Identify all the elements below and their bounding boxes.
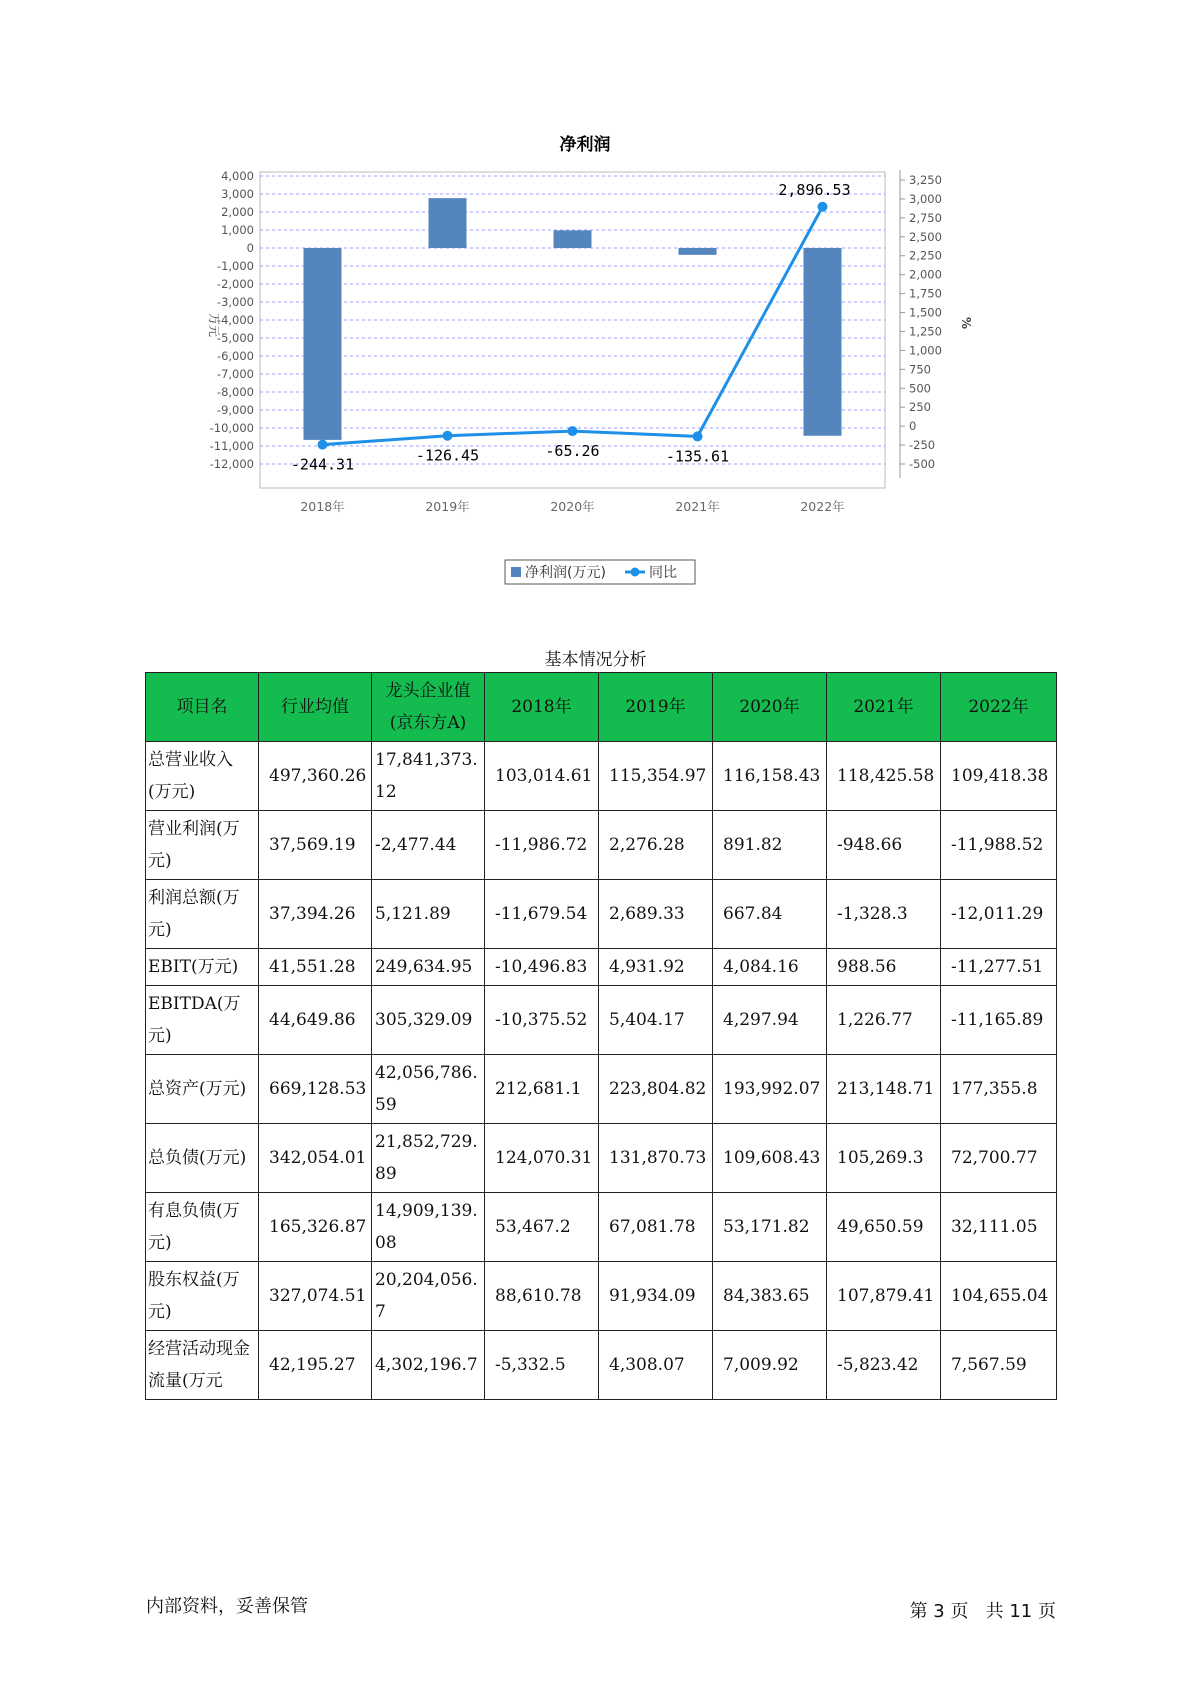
table-row [146, 1331, 1057, 1400]
value-cell: 21,852,729.89 [372, 1124, 485, 1193]
value-cell: 4,297.94 [713, 986, 827, 1055]
right-tick-label: 2,000 [909, 267, 942, 282]
value-cell: 17,841,373.12 [372, 742, 485, 811]
value-cell: -10,375.52 [485, 986, 599, 1055]
right-tick-label: -500 [909, 457, 936, 471]
x-tick-label: 2019年 [425, 499, 470, 514]
value-cell: -12,011.29 [941, 880, 1057, 949]
value-cell: -5,823.42 [827, 1331, 941, 1400]
table-row [146, 1193, 1057, 1262]
value-cell: 891.82 [713, 811, 827, 880]
value-cell: -11,986.72 [485, 811, 599, 880]
data-label: -135.61 [665, 447, 730, 466]
value-cell: 37,569.19 [259, 811, 372, 880]
right-tick-label: 1,750 [909, 286, 942, 301]
value-cell: 116,158.43 [713, 742, 827, 811]
value-cell: 4,302,196.7 [372, 1331, 485, 1400]
bar-net-profit [554, 230, 592, 248]
value-cell: 109,608.43 [713, 1124, 827, 1193]
value-cell: 249,634.95 [372, 949, 485, 986]
value-cell: 177,355.8 [941, 1055, 1057, 1124]
header-cell: 项目名 [146, 673, 259, 742]
table-row [146, 949, 1057, 986]
line-point [568, 426, 578, 436]
value-cell: 49,650.59 [827, 1193, 941, 1262]
value-cell: 44,649.86 [259, 986, 372, 1055]
left-tick-label: 3,000 [221, 187, 254, 201]
right-tick-label: 2,500 [909, 229, 942, 244]
right-tick-label: 2,250 [909, 248, 942, 263]
line-point [318, 440, 328, 450]
row-label-cell: EBIT(万元) [146, 949, 259, 986]
bar-net-profit [679, 248, 717, 255]
data-label: -126.45 [415, 446, 480, 465]
value-cell: 67,081.78 [599, 1193, 713, 1262]
table-row [146, 986, 1057, 1055]
header-cell: 2022年 [941, 673, 1057, 742]
left-tick-label: -11,000 [209, 439, 254, 453]
value-cell: 105,269.3 [827, 1124, 941, 1193]
value-cell: 2,689.33 [599, 880, 713, 949]
left-tick-label: -9,000 [216, 403, 254, 417]
value-cell: -11,679.54 [485, 880, 599, 949]
value-cell: 42,056,786.59 [372, 1055, 485, 1124]
header-cell: 2019年 [599, 673, 713, 742]
value-cell: 72,700.77 [941, 1124, 1057, 1193]
right-tick-label: 500 [909, 381, 931, 396]
left-tick-label: -10,000 [209, 421, 254, 435]
value-cell: 131,870.73 [599, 1124, 713, 1193]
x-tick-label: 2020年 [550, 499, 595, 514]
row-label-cell: 总负债(万元) [146, 1124, 259, 1193]
line-point [693, 431, 703, 441]
line-point [818, 202, 828, 212]
value-cell: -11,165.89 [941, 986, 1057, 1055]
left-tick-label: 2,000 [221, 205, 254, 219]
value-cell: 342,054.01 [259, 1124, 372, 1193]
value-cell: 41,551.28 [259, 949, 372, 986]
row-label-cell: 总资产(万元) [146, 1055, 259, 1124]
table-row [146, 1124, 1057, 1193]
right-tick-label: 2,750 [909, 210, 942, 225]
chart-canvas [170, 130, 1030, 600]
right-tick-label: -250 [909, 438, 936, 453]
value-cell: 84,383.65 [713, 1262, 827, 1331]
row-label-cell: 利润总额(万元) [146, 880, 259, 949]
value-cell: -5,332.5 [485, 1331, 599, 1400]
analysis-table [145, 672, 1057, 1400]
data-label: -244.31 [290, 455, 355, 474]
value-cell: 7,009.92 [713, 1331, 827, 1400]
value-cell: 42,195.27 [259, 1331, 372, 1400]
legend-bar-swatch [511, 567, 521, 577]
value-cell: 212,681.1 [485, 1055, 599, 1124]
value-cell: 1,226.77 [827, 986, 941, 1055]
left-tick-label: -8,000 [216, 385, 254, 399]
footer-confidential: 内部资料，妥善保管 [146, 1596, 308, 1617]
left-tick-label: -6,000 [216, 349, 254, 363]
x-tick-label: 2018年 [300, 499, 345, 514]
left-tick-label: -5,000 [216, 331, 254, 345]
value-cell: 4,084.16 [713, 949, 827, 986]
right-tick-label: 1,000 [909, 343, 942, 358]
value-cell: 103,014.61 [485, 742, 599, 811]
footer-page-number: 第 3 页 共 11 页 [909, 1601, 1056, 1622]
table-row [146, 811, 1057, 880]
row-label-cell: EBITDA(万元) [146, 986, 259, 1055]
table-row [146, 1055, 1057, 1124]
header-cell: 龙头企业值(京东方A) [372, 673, 485, 742]
value-cell: 497,360.26 [259, 742, 372, 811]
value-cell: 2,276.28 [599, 811, 713, 880]
line-point [443, 431, 453, 441]
legend-line-label: 同比 [649, 565, 677, 581]
row-label-cell: 股东权益(万元) [146, 1262, 259, 1331]
value-cell: 5,404.17 [599, 986, 713, 1055]
left-tick-label: -3,000 [216, 295, 254, 309]
left-tick-label: 1,000 [221, 223, 254, 237]
row-label-cell: 经营活动现金流量(万元 [146, 1331, 259, 1400]
value-cell: 988.56 [827, 949, 941, 986]
left-tick-label: -12,000 [209, 457, 254, 471]
value-cell: 53,467.2 [485, 1193, 599, 1262]
left-tick-label: -4,000 [216, 313, 254, 327]
right-tick-label: 1,500 [909, 305, 942, 320]
table-header-row [146, 673, 1057, 742]
value-cell: 20,204,056.7 [372, 1262, 485, 1331]
right-tick-label: 0 [909, 419, 917, 434]
value-cell: 118,425.58 [827, 742, 941, 811]
value-cell: 667.84 [713, 880, 827, 949]
value-cell: 223,804.82 [599, 1055, 713, 1124]
bar-net-profit [429, 198, 467, 248]
table-title: 基本情况分析 [544, 650, 647, 670]
right-tick-label: 750 [909, 362, 931, 377]
value-cell: -948.66 [827, 811, 941, 880]
right-tick-label: 3,000 [909, 191, 942, 206]
x-tick-label: 2021年 [675, 499, 720, 514]
left-tick-label: -1,000 [216, 259, 254, 273]
row-label-cell: 营业利润(万元) [146, 811, 259, 880]
bar-net-profit [304, 248, 342, 440]
left-tick-label: -7,000 [216, 367, 254, 381]
header-cell: 2018年 [485, 673, 599, 742]
row-label-cell: 有息负债(万元) [146, 1193, 259, 1262]
value-cell: -11,988.52 [941, 811, 1057, 880]
x-tick-label: 2022年 [800, 499, 845, 514]
value-cell: 327,074.51 [259, 1262, 372, 1331]
value-cell: 104,655.04 [941, 1262, 1057, 1331]
value-cell: 53,171.82 [713, 1193, 827, 1262]
value-cell: 4,308.07 [599, 1331, 713, 1400]
value-cell: 88,610.78 [485, 1262, 599, 1331]
header-cell: 2020年 [713, 673, 827, 742]
left-tick-label: -2,000 [216, 277, 254, 291]
value-cell: 91,934.09 [599, 1262, 713, 1331]
legend-line-marker [631, 568, 640, 577]
value-cell: 115,354.97 [599, 742, 713, 811]
value-cell: 37,394.26 [259, 880, 372, 949]
bar-net-profit [804, 248, 842, 436]
value-cell: -2,477.44 [372, 811, 485, 880]
right-tick-label: 1,250 [909, 324, 942, 339]
value-cell: -10,496.83 [485, 949, 599, 986]
left-tick-label: 4,000 [221, 169, 254, 183]
table-body [146, 742, 1057, 1400]
table-row [146, 880, 1057, 949]
net-profit-chart [170, 130, 1030, 600]
value-cell: 107,879.41 [827, 1262, 941, 1331]
value-cell: 193,992.07 [713, 1055, 827, 1124]
left-axis-title: 万元 [207, 312, 221, 338]
value-cell: 4,931.92 [599, 949, 713, 986]
value-cell: 669,128.53 [259, 1055, 372, 1124]
right-tick-label: 250 [909, 400, 931, 415]
right-axis-title: % [959, 316, 973, 330]
value-cell: 109,418.38 [941, 742, 1057, 811]
value-cell: -1,328.3 [827, 880, 941, 949]
row-label-cell: 总营业收入(万元) [146, 742, 259, 811]
value-cell: 7,567.59 [941, 1331, 1057, 1400]
value-cell: 213,148.71 [827, 1055, 941, 1124]
value-cell: 5,121.89 [372, 880, 485, 949]
chart-title: 净利润 [559, 135, 611, 155]
data-label: -65.26 [545, 442, 600, 461]
table-row [146, 1262, 1057, 1331]
table-row [146, 742, 1057, 811]
value-cell: 124,070.31 [485, 1124, 599, 1193]
value-cell: 14,909,139.08 [372, 1193, 485, 1262]
legend-bar-label: 净利润(万元) [525, 565, 606, 581]
data-label: 2,896.53 [778, 180, 851, 199]
plot-area [260, 172, 885, 488]
value-cell: -11,277.51 [941, 949, 1057, 986]
header-cell: 行业均值 [259, 673, 372, 742]
value-cell: 32,111.05 [941, 1193, 1057, 1262]
header-cell: 2021年 [827, 673, 941, 742]
value-cell: 305,329.09 [372, 986, 485, 1055]
left-tick-label: 0 [246, 241, 254, 255]
value-cell: 165,326.87 [259, 1193, 372, 1262]
right-tick-label: 3,250 [909, 173, 942, 187]
